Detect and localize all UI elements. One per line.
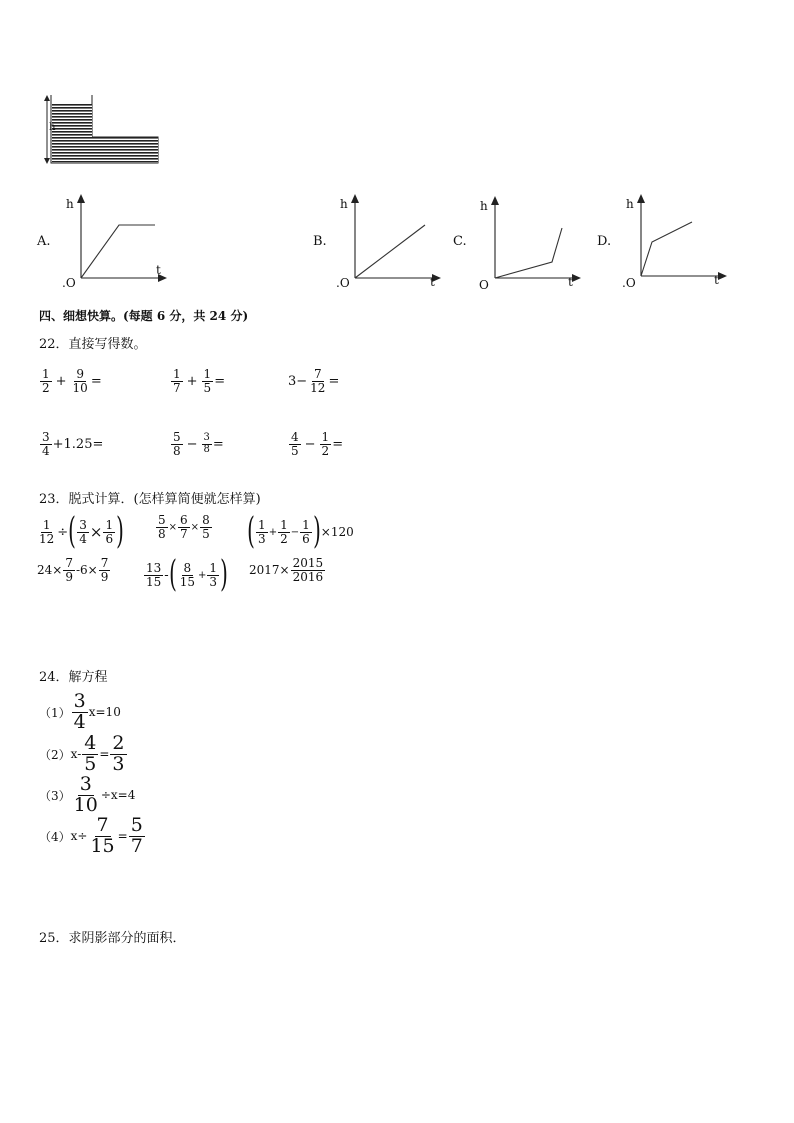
option-c-y-label: h	[480, 199, 488, 213]
q22-expr-3: 3− $\frac{7}{12}$ =	[288, 367, 340, 395]
option-c-graph	[474, 194, 594, 294]
q22-expr-6: $\frac{4}{5}$ − $\frac{1}{2}$ =	[291, 430, 344, 458]
q24-label: 24．解方程	[39, 670, 108, 685]
option-c-origin: O	[479, 278, 489, 292]
q24-problem-3: （3） $\frac{3}{10}$ ÷x=4	[39, 773, 136, 816]
option-d-y-label: h	[626, 197, 634, 211]
option-a-letter[interactable]: A.	[37, 234, 51, 249]
q24-problem-4: （4） x÷ $\frac{7}{15}$ = $\frac{5}{7}$	[39, 814, 143, 857]
height-label: h	[49, 122, 56, 133]
q22-expr-1: $\frac{1}{2}$ + $\frac{9}{10}$ =	[42, 367, 102, 395]
q23-expr-5: $\frac{13}{15}$ - ( $\frac{8}{15}$ + $\frac{1}{3}$ )	[146, 554, 228, 595]
q24-problem-1: （1） $\frac{3}{4}$ x=10	[39, 690, 121, 733]
option-c-curve	[495, 228, 562, 278]
option-a-curve	[81, 225, 155, 278]
q22-expr-5: $\frac{5}{8}$ − $\frac{3}{8}$ =	[173, 430, 224, 458]
option-b-origin: .O	[336, 276, 350, 290]
option-d-x-label: t	[714, 273, 719, 287]
section-4-title: 四、细想快算。(每题 6 分，共 24 分)	[39, 309, 249, 323]
q22-label: 22．直接写得数。	[39, 337, 147, 352]
option-d-origin: .O	[622, 276, 636, 290]
option-c-x-label: t	[568, 275, 573, 289]
option-a-x-label: t	[156, 263, 161, 277]
option-a-graph	[60, 192, 180, 292]
q23-expr-3: ( $\frac{1}{3}$ + $\frac{1}{2}$ − $\frac{1}{6}$ ) ×120	[247, 511, 354, 552]
option-d-graph	[620, 192, 740, 292]
option-b-y-label: h	[340, 197, 348, 211]
option-d-curve	[641, 222, 692, 276]
q23-label: 23．脱式计算．(怎样算简便就怎样算)	[39, 492, 261, 507]
option-b-x-label: t	[430, 275, 435, 289]
option-b-graph	[334, 192, 454, 292]
option-a-origin: .O	[62, 276, 76, 290]
option-b-letter[interactable]: B.	[313, 234, 327, 249]
q24-problem-2: （2） x- $\frac{4}{5}$ = $\frac{2}{3}$	[39, 732, 125, 775]
q23-expr-4: 24× $\frac{7}{9}$ -6× $\frac{7}{9}$	[37, 556, 109, 584]
q22-expr-4: $\frac{3}{4}$ +1.25=	[42, 430, 104, 458]
option-c-letter[interactable]: C.	[453, 234, 467, 249]
q23-expr-2: $\frac{5}{8}$ × $\frac{6}{7}$ × $\frac{8}{5}$	[158, 513, 210, 541]
q23-expr-6: 2017× $\frac{2015}{2016}$	[249, 556, 324, 584]
container-figure	[40, 92, 170, 167]
q23-expr-1: $\frac{1}{12}$ ÷ ( $\frac{3}{4}$ × $\frac{1}{6}$ )	[39, 511, 124, 552]
q22-expr-2: $\frac{1}{7}$ + $\frac{1}{5}$ =	[173, 367, 226, 395]
option-a-y-label: h	[66, 197, 74, 211]
option-d-letter[interactable]: D.	[597, 234, 612, 249]
q25-label: 25．求阴影部分的面积．	[39, 931, 186, 946]
option-b-curve	[355, 225, 425, 278]
